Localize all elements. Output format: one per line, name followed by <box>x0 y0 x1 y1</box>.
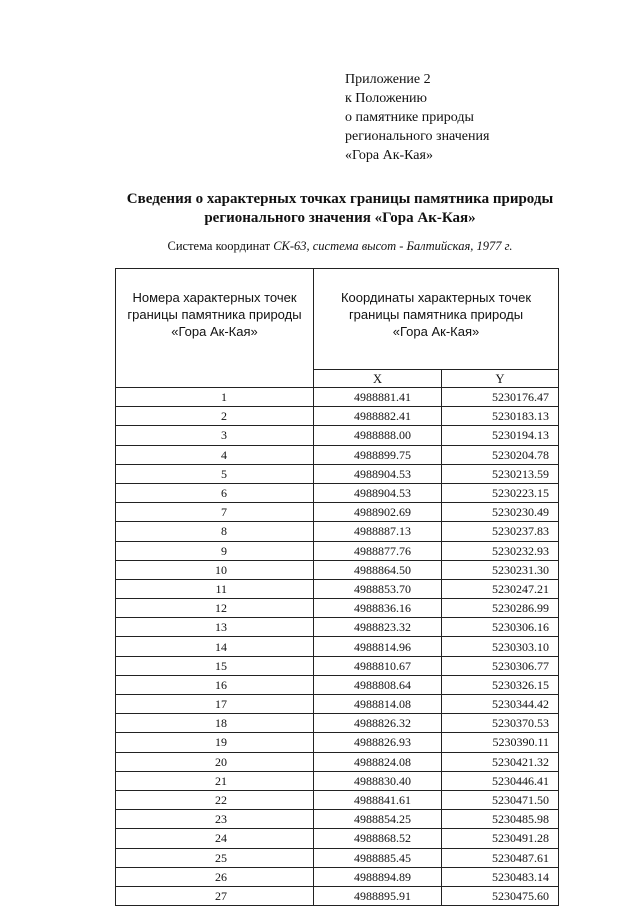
x-coordinate-cell: 4988902.69 <box>314 503 442 522</box>
table-row <box>116 445 559 464</box>
y-coordinate-cell: 5230487.61 <box>442 848 559 867</box>
point-number-cell: 17 <box>116 695 314 714</box>
x-coordinate-cell: 4988888.00 <box>314 426 442 445</box>
table-row <box>116 522 559 541</box>
x-coordinate-cell: 4988826.93 <box>314 733 442 752</box>
x-coordinate-cell: 4988823.32 <box>314 618 442 637</box>
point-number-cell: 21 <box>116 771 314 790</box>
table-row <box>116 848 559 867</box>
point-number-cell: 24 <box>116 829 314 848</box>
x-coordinate-cell: 4988814.96 <box>314 637 442 656</box>
y-coordinate-cell: 5230176.47 <box>442 388 559 407</box>
x-coordinate-cell: 4988841.61 <box>314 790 442 809</box>
table-row <box>116 579 559 598</box>
point-number-cell: 9 <box>116 541 314 560</box>
point-number-cell: 14 <box>116 637 314 656</box>
appendix-line: к Положению <box>345 91 428 106</box>
y-coordinate-cell: 5230230.49 <box>442 503 559 522</box>
x-coordinate-cell: 4988824.08 <box>314 752 442 771</box>
point-number-cell: 12 <box>116 599 314 618</box>
y-coordinate-cell: 5230370.53 <box>442 714 559 733</box>
x-coordinate-cell: 4988836.16 <box>314 599 442 618</box>
table-row <box>116 714 559 733</box>
table-row <box>116 867 559 886</box>
table-row <box>116 560 559 579</box>
point-number-cell: 23 <box>116 810 314 829</box>
table-row <box>116 637 559 656</box>
coordinate-system-prefix: Система координат <box>167 239 271 253</box>
y-coordinate-cell: 5230421.32 <box>442 752 559 771</box>
point-number-cell: 13 <box>116 618 314 637</box>
appendix-line: «Гора Ак-Кая» <box>345 148 433 163</box>
y-coordinate-cell: 5230223.15 <box>442 483 559 502</box>
table-row <box>116 695 559 714</box>
coordinates-table <box>115 268 559 906</box>
point-number-cell: 2 <box>116 407 314 426</box>
point-number-cell: 18 <box>116 714 314 733</box>
table-row <box>116 790 559 809</box>
point-number-cell: 3 <box>116 426 314 445</box>
table-row <box>116 733 559 752</box>
title-line-2: регионального значения «Гора Ак-Кая» <box>204 210 476 226</box>
coordinate-system-note <box>60 238 620 254</box>
appendix-line: о памятнике природы <box>345 110 474 125</box>
header-coordinates: Координаты характерных точек границы памятника природы «Гора Ак-Кая» <box>314 269 559 370</box>
header-point-numbers: Номера характерных точек границы памятника природы «Гора Ак-Кая» <box>116 269 314 388</box>
point-number-cell: 26 <box>116 867 314 886</box>
table-row <box>116 388 559 407</box>
x-coordinate-cell: 4988894.89 <box>314 867 442 886</box>
table-row <box>116 503 559 522</box>
table-row <box>116 886 559 905</box>
y-coordinate-cell: 5230237.83 <box>442 522 559 541</box>
point-number-cell: 27 <box>116 886 314 905</box>
y-coordinate-cell: 5230485.98 <box>442 810 559 829</box>
header-y: Y <box>442 370 559 388</box>
x-coordinate-cell: 4988899.75 <box>314 445 442 464</box>
x-coordinate-cell: 4988877.76 <box>314 541 442 560</box>
title-line-1: Сведения о характерных точках границы памятника природы <box>126 191 554 207</box>
x-coordinate-cell: 4988864.50 <box>314 560 442 579</box>
y-coordinate-cell: 5230213.59 <box>442 464 559 483</box>
y-coordinate-cell: 5230286.99 <box>442 599 559 618</box>
x-coordinate-cell: 4988904.53 <box>314 483 442 502</box>
y-coordinate-cell: 5230306.77 <box>442 656 559 675</box>
appendix-line: регионального значения <box>345 129 490 144</box>
x-coordinate-cell: 4988826.32 <box>314 714 442 733</box>
table-row <box>116 752 559 771</box>
table-row <box>116 541 559 560</box>
table-header-row <box>116 269 559 370</box>
y-coordinate-cell: 5230475.60 <box>442 886 559 905</box>
point-number-cell: 1 <box>116 388 314 407</box>
x-coordinate-cell: 4988881.41 <box>314 388 442 407</box>
table-row <box>116 464 559 483</box>
y-coordinate-cell: 5230344.42 <box>442 695 559 714</box>
y-coordinate-cell: 5230231.30 <box>442 560 559 579</box>
x-coordinate-cell: 4988882.41 <box>314 407 442 426</box>
y-coordinate-cell: 5230326.15 <box>442 675 559 694</box>
y-coordinate-cell: 5230306.16 <box>442 618 559 637</box>
appendix-block <box>345 70 489 165</box>
table-row <box>116 656 559 675</box>
point-number-cell: 6 <box>116 483 314 502</box>
point-number-cell: 10 <box>116 560 314 579</box>
table-row <box>116 771 559 790</box>
y-coordinate-cell: 5230446.41 <box>442 771 559 790</box>
y-coordinate-cell: 5230390.11 <box>442 733 559 752</box>
table-row <box>116 810 559 829</box>
x-coordinate-cell: 4988814.08 <box>314 695 442 714</box>
y-coordinate-cell: 5230183.13 <box>442 407 559 426</box>
point-number-cell: 19 <box>116 733 314 752</box>
x-coordinate-cell: 4988895.91 <box>314 886 442 905</box>
point-number-cell: 16 <box>116 675 314 694</box>
x-coordinate-cell: 4988885.45 <box>314 848 442 867</box>
table-row <box>116 618 559 637</box>
x-coordinate-cell: 4988868.52 <box>314 829 442 848</box>
y-coordinate-cell: 5230247.21 <box>442 579 559 598</box>
y-coordinate-cell: 5230483.14 <box>442 867 559 886</box>
point-number-cell: 20 <box>116 752 314 771</box>
x-coordinate-cell: 4988830.40 <box>314 771 442 790</box>
table-body <box>116 388 559 906</box>
x-coordinate-cell: 4988904.53 <box>314 464 442 483</box>
x-coordinate-cell: 4988887.13 <box>314 522 442 541</box>
y-coordinate-cell: 5230232.93 <box>442 541 559 560</box>
point-number-cell: 15 <box>116 656 314 675</box>
table-row <box>116 426 559 445</box>
table-row <box>116 675 559 694</box>
table-row <box>116 483 559 502</box>
x-coordinate-cell: 4988854.25 <box>314 810 442 829</box>
y-coordinate-cell: 5230204.78 <box>442 445 559 464</box>
point-number-cell: 11 <box>116 579 314 598</box>
document-title <box>60 190 620 228</box>
header-x: X <box>314 370 442 388</box>
table-row <box>116 599 559 618</box>
point-number-cell: 8 <box>116 522 314 541</box>
y-coordinate-cell: 5230471.50 <box>442 790 559 809</box>
table-row <box>116 829 559 848</box>
coordinate-system-value: СК-63, система высот - Балтийская, 1977 г. <box>273 239 513 253</box>
point-number-cell: 4 <box>116 445 314 464</box>
y-coordinate-cell: 5230303.10 <box>442 637 559 656</box>
x-coordinate-cell: 4988810.67 <box>314 656 442 675</box>
appendix-line: Приложение 2 <box>345 72 431 87</box>
point-number-cell: 7 <box>116 503 314 522</box>
y-coordinate-cell: 5230491.28 <box>442 829 559 848</box>
table-row <box>116 407 559 426</box>
point-number-cell: 5 <box>116 464 314 483</box>
point-number-cell: 25 <box>116 848 314 867</box>
point-number-cell: 22 <box>116 790 314 809</box>
y-coordinate-cell: 5230194.13 <box>442 426 559 445</box>
x-coordinate-cell: 4988808.64 <box>314 675 442 694</box>
x-coordinate-cell: 4988853.70 <box>314 579 442 598</box>
